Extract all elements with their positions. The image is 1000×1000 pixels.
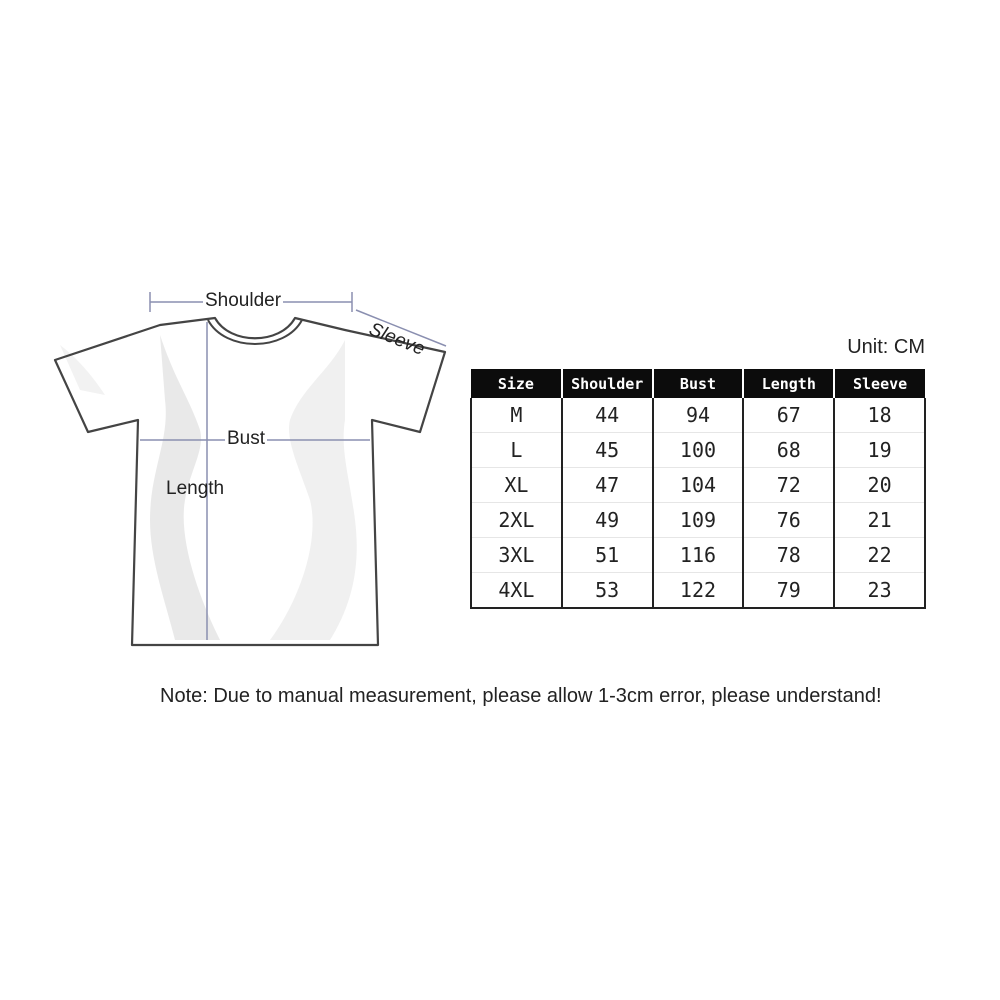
cell-shoulder: 51 bbox=[562, 538, 653, 573]
header-shoulder: Shoulder bbox=[562, 369, 653, 398]
table-row bbox=[471, 398, 925, 433]
cell-sleeve: 22 bbox=[834, 538, 925, 573]
cell-shoulder: 47 bbox=[562, 468, 653, 503]
collar-line bbox=[208, 320, 302, 344]
cell-size: 2XL bbox=[471, 503, 562, 538]
cell-shoulder: 53 bbox=[562, 573, 653, 609]
table-header-row bbox=[471, 369, 925, 398]
cell-length: 79 bbox=[743, 573, 834, 609]
measurement-note: Note: Due to manual measurement, please allow 1-3cm error, please understand! bbox=[160, 685, 882, 707]
length-label: Length bbox=[166, 478, 225, 499]
table-row bbox=[471, 503, 925, 538]
sleeve-label: Sleeve bbox=[365, 318, 428, 360]
header-length: Length bbox=[743, 369, 834, 398]
cell-bust: 100 bbox=[653, 433, 744, 468]
table-row bbox=[471, 468, 925, 503]
cell-bust: 116 bbox=[653, 538, 744, 573]
cell-length: 78 bbox=[743, 538, 834, 573]
cell-sleeve: 19 bbox=[834, 433, 925, 468]
cell-shoulder: 45 bbox=[562, 433, 653, 468]
shoulder-label: Shoulder bbox=[205, 290, 282, 311]
cell-size: 4XL bbox=[471, 573, 562, 609]
size-chart-table bbox=[470, 369, 926, 609]
cell-length: 72 bbox=[743, 468, 834, 503]
cell-bust: 94 bbox=[653, 398, 744, 433]
cell-size: M bbox=[471, 398, 562, 433]
cell-sleeve: 23 bbox=[834, 573, 925, 609]
cell-shoulder: 44 bbox=[562, 398, 653, 433]
header-size: Size bbox=[471, 369, 562, 398]
table-row bbox=[471, 573, 925, 609]
cell-length: 68 bbox=[743, 433, 834, 468]
cell-size: XL bbox=[471, 468, 562, 503]
cell-length: 76 bbox=[743, 503, 834, 538]
bust-label: Bust bbox=[227, 428, 266, 449]
cell-size: L bbox=[471, 433, 562, 468]
cell-sleeve: 20 bbox=[834, 468, 925, 503]
cell-sleeve: 18 bbox=[834, 398, 925, 433]
header-sleeve: Sleeve bbox=[834, 369, 925, 398]
table-row bbox=[471, 538, 925, 573]
cell-size: 3XL bbox=[471, 538, 562, 573]
table-row bbox=[471, 433, 925, 468]
cell-bust: 109 bbox=[653, 503, 744, 538]
shirt-outline bbox=[55, 318, 445, 645]
header-bust: Bust bbox=[653, 369, 744, 398]
unit-label: Unit: CM bbox=[847, 336, 925, 358]
cell-bust: 104 bbox=[653, 468, 744, 503]
cell-length: 67 bbox=[743, 398, 834, 433]
cell-shoulder: 49 bbox=[562, 503, 653, 538]
cell-sleeve: 21 bbox=[834, 503, 925, 538]
cell-bust: 122 bbox=[653, 573, 744, 609]
